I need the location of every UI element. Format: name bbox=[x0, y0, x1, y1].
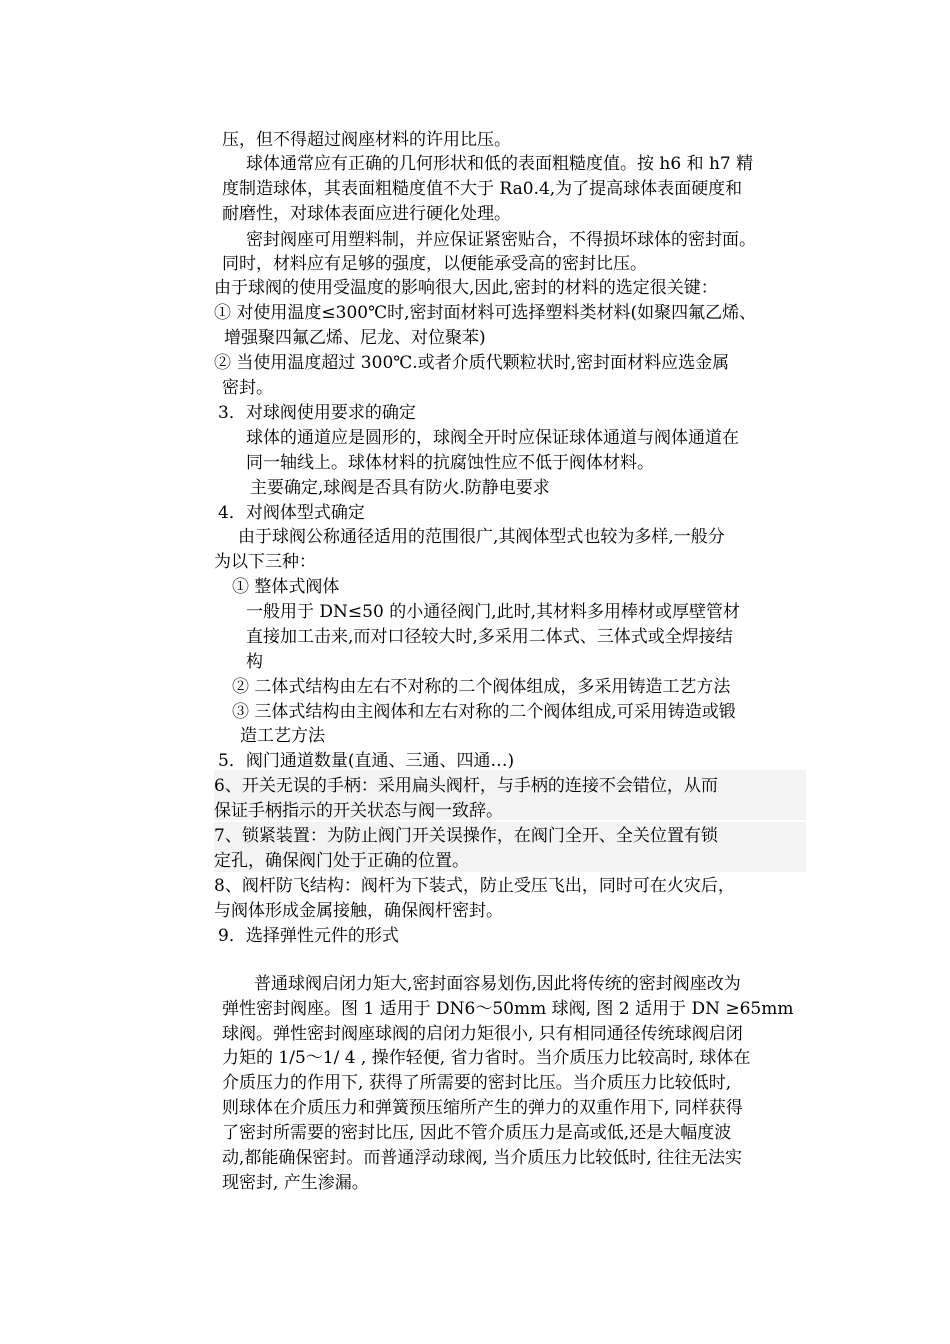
text-line: 弹性密封阀座。图 1 适用于 DN6～50mm 球阀, 图 2 适用于 DN ≥65mm bbox=[222, 999, 794, 1019]
text-line: 球阀。弹性密封阀座球阀的启闭力矩很小, 只有相同通径传统球阀启闭 bbox=[222, 1024, 743, 1044]
section-heading: 5．阀门通道数量(直通、三通、四通…) bbox=[218, 751, 515, 771]
text-line: 耐磨性，对球体表面应进行硬化处理。 bbox=[222, 204, 511, 224]
text-line: 6、开关无误的手柄：采用扁头阀杆，与手柄的连接不会错位，从而 bbox=[214, 776, 718, 796]
text-line: 直接加工击来,而对口径较大时,多采用二体式、三体式或全焊接结 bbox=[246, 627, 733, 647]
text-line: 与阀体形成金属接触，确保阀杆密封。 bbox=[214, 901, 503, 921]
text-line: 保证手柄指示的开关状态与阀一致辞。 bbox=[214, 801, 503, 821]
text-line: 构 bbox=[246, 652, 263, 672]
text-line: 7、锁紧装置：为防止阀门开关误操作，在阀门全开、全关位置有锁 bbox=[214, 826, 718, 846]
section-heading: 3．对球阀使用要求的确定 bbox=[218, 403, 416, 423]
text-line: 则球体在介质压力和弹簧预压缩所产生的弹力的双重作用下, 同样获得 bbox=[222, 1098, 743, 1118]
text-line: 度制造球体，其表面粗糙度值不大于 Ra0.4,为了提高球体表面硬度和 bbox=[222, 179, 743, 199]
text-line: 球体的通道应是圆形的，球阀全开时应保证球体通道与阀体通道在 bbox=[246, 428, 739, 448]
section-heading: 4．对阀体型式确定 bbox=[218, 503, 365, 523]
text-line: 密封阀座可用塑料制，并应保证紧密贴合，不得损坏球体的密封面。 bbox=[246, 230, 756, 250]
text-line: 动,都能确保密封。而普通浮动球阀, 当介质压力比较低时, 往往无法实 bbox=[222, 1148, 743, 1168]
text-line: 造工艺方法 bbox=[240, 726, 325, 746]
text-line: 压，但不得超过阀座材料的许用比压。 bbox=[222, 130, 511, 150]
text-line: ② 二体式结构由左右不对称的二个阀体组成，多采用铸造工艺方法 bbox=[232, 677, 731, 697]
text-line: 介质压力的作用下, 获得了所需要的密封比压。当介质压力比较低时, bbox=[222, 1073, 732, 1093]
text-line: 主要确定,球阀是否具有防火.防静电要求 bbox=[250, 478, 550, 498]
text-line: ① 对使用温度≤300℃时,密封面材料可选择塑料类材料(如聚四氟乙烯、 bbox=[214, 303, 757, 323]
text-line: 8、阀杆防飞结构：阀杆为下装式，防止受压飞出，同时可在火灾后， bbox=[214, 876, 735, 896]
text-line: 定孔，确保阀门处于正确的位置。 bbox=[214, 851, 469, 871]
text-line: 增强聚四氟乙烯、尼龙、对位聚苯) bbox=[224, 328, 486, 348]
text-line: 普通球阀启闭力矩大,密封面容易划伤,因此将传统的密封阀座改为 bbox=[254, 974, 741, 994]
text-line: 了密封所需要的密封比压, 因此不管介质压力是高或低,还是大幅度波 bbox=[222, 1123, 732, 1143]
text-line: 一般用于 DN≤50 的小通径阀门,此时,其材料多用棒材或厚壁管材 bbox=[246, 602, 740, 622]
text-line: 球体通常应有正确的几何形状和低的表面粗糙度值。按 h6 和 h7 精 bbox=[246, 154, 754, 174]
text-line: 现密封, 产生渗漏。 bbox=[222, 1173, 369, 1193]
text-line: 由于球阀的使用受温度的影响很大,因此,密封的材料的选定很关键： bbox=[214, 278, 718, 298]
text-line: 为以下三种： bbox=[214, 552, 316, 572]
text-line: 同时，材料应有足够的强度，以便能承受高的密封比压。 bbox=[222, 254, 647, 274]
text-line: ③ 三体式结构由主阀体和左右对称的二个阀体组成,可采用铸造或锻 bbox=[232, 702, 736, 722]
section-heading: 9．选择弹性元件的形式 bbox=[218, 926, 399, 946]
text-line: ① 整体式阀体 bbox=[232, 577, 340, 597]
text-line: 由于球阀公称通径适用的范围很广,其阀体型式也较为多样,一般分 bbox=[238, 527, 725, 547]
text-line: 密封。 bbox=[222, 378, 273, 398]
text-line: 同一轴线上。球体材料的抗腐蚀性应不低于阀体材料。 bbox=[246, 453, 654, 473]
text-line: ② 当使用温度超过 300℃.或者介质代颗粒状时,密封面材料应选金属 bbox=[214, 353, 730, 373]
text-line: 力矩的 1/5～1/ 4 , 操作轻便, 省力省时。当介质压力比较高时, 球体在 bbox=[222, 1048, 751, 1068]
